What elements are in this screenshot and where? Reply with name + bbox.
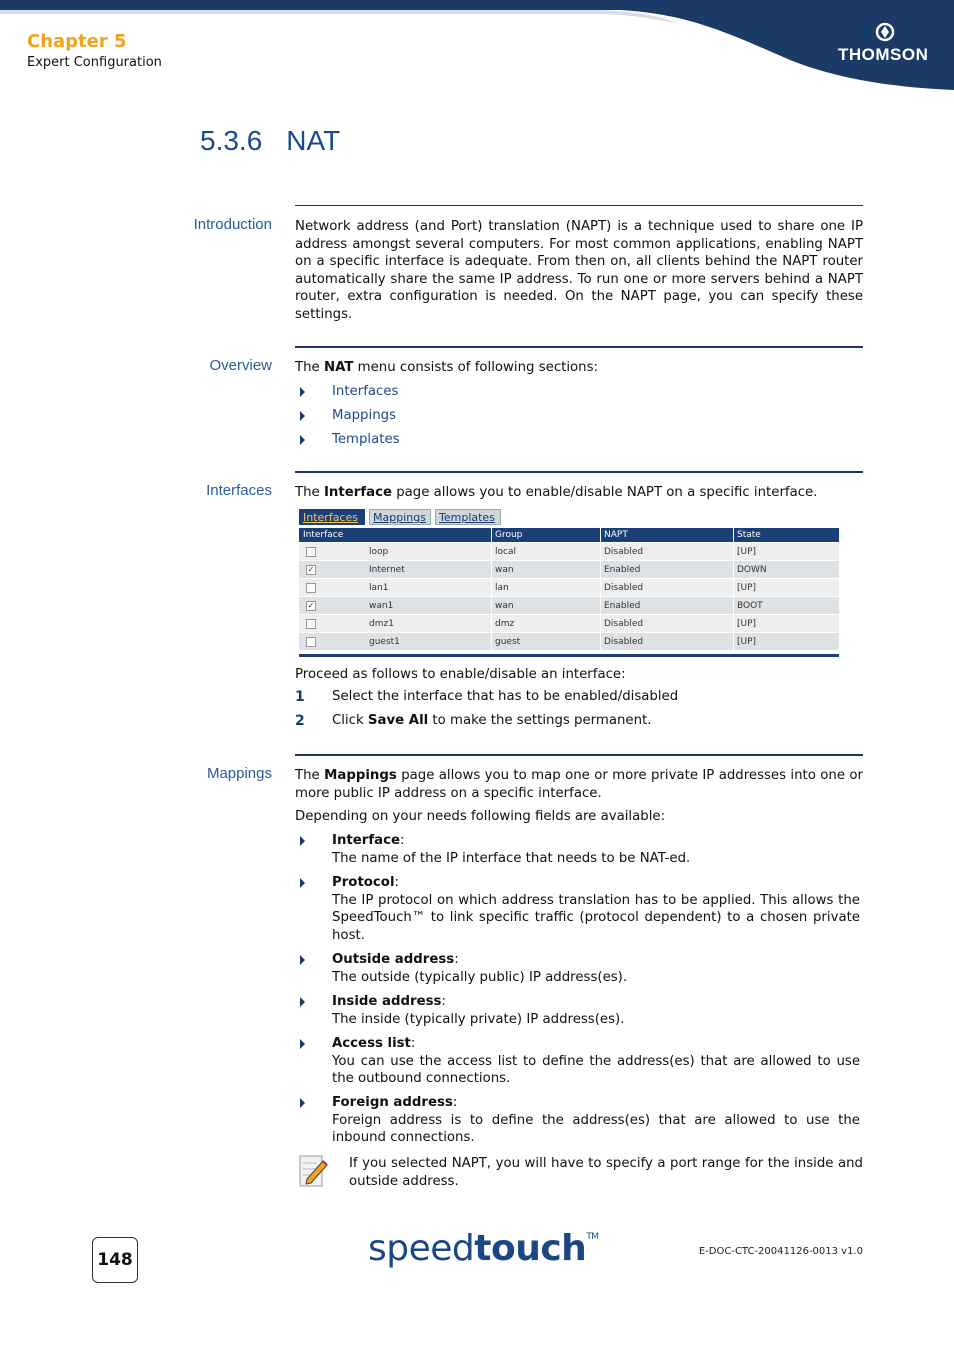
- cell-interface: lan1: [369, 583, 389, 593]
- logo-bold: touch: [474, 1228, 587, 1269]
- divider-interfaces: [295, 471, 863, 473]
- bullet-arrow-icon: [300, 997, 305, 1007]
- section-number: 5.3.6: [200, 125, 263, 156]
- table-row: [299, 578, 839, 596]
- cell-napt: Enabled: [604, 601, 641, 611]
- proceed-text: Proceed as follows to enable/disable an interface:: [295, 667, 626, 682]
- step2-post: to make the settings permanent.: [428, 713, 652, 728]
- mappings-intro-pre: The: [295, 768, 325, 783]
- field-desc: Foreign address is to define the address(es) that are allowed to use the inbound connections.: [332, 1112, 860, 1146]
- thomson-logo: [838, 22, 934, 72]
- napt-checkbox[interactable]: ✓: [307, 601, 315, 610]
- column-divider: [600, 528, 601, 651]
- field-name: Interface: [332, 833, 401, 848]
- logo-light: speed: [368, 1228, 475, 1269]
- overview-link-templates[interactable]: Templates: [332, 432, 400, 447]
- overview-intro-post: menu consists of following sections:: [353, 360, 599, 375]
- step-text: [332, 713, 651, 728]
- bullet-arrow-icon: [300, 411, 305, 421]
- cell-interface: Internet: [369, 565, 405, 575]
- step2-bold: Save All: [367, 713, 429, 728]
- speedtouch-logo: [368, 1228, 599, 1269]
- cell-state: [UP]: [737, 583, 757, 593]
- bullet-arrow-icon: [300, 836, 305, 846]
- cell-interface: guest1: [369, 637, 400, 647]
- cell-group: dmz: [495, 619, 515, 629]
- cell-napt: Disabled: [604, 637, 644, 647]
- cell-state: DOWN: [737, 565, 767, 575]
- field-name: Outside address: [332, 952, 455, 967]
- bullet-arrow-icon: [300, 878, 305, 888]
- cell-state: BOOT: [737, 601, 763, 611]
- table-row: [299, 560, 839, 578]
- cell-group: wan: [495, 601, 514, 611]
- cell-napt: Disabled: [604, 619, 644, 629]
- field-name: Inside address: [332, 994, 442, 1009]
- cell-group: wan: [495, 565, 514, 575]
- note-pencil-icon: [299, 1155, 329, 1189]
- col-state: State: [737, 530, 761, 540]
- tab-mappings[interactable]: Mappings: [369, 509, 431, 525]
- field-desc: You can use the access list to define the address(es) that are allowed to use the outbound connections.: [332, 1053, 860, 1087]
- cell-interface: loop: [369, 547, 389, 557]
- divider-overview: [295, 346, 863, 348]
- section-title: NAT: [286, 125, 341, 156]
- field-name: Foreign address: [332, 1095, 453, 1110]
- sidehead-interfaces: Interfaces: [206, 482, 272, 499]
- col-napt: NAPT: [604, 530, 628, 540]
- document-code: E-DOC-CTC-20041126-0013 v1.0: [698, 1246, 863, 1257]
- divider-introduction: [295, 205, 863, 206]
- overview-intro-pre: The: [295, 360, 324, 375]
- napt-checkbox[interactable]: [306, 637, 316, 647]
- table-row: [299, 596, 839, 614]
- cell-napt: Enabled: [604, 565, 641, 575]
- step-text: Select the interface that has to be enabled/disabled: [332, 689, 679, 704]
- mappings-depending: Depending on your needs following fields are available:: [295, 809, 666, 824]
- bullet-arrow-icon: [300, 387, 305, 397]
- interfaces-intro-pre: The: [295, 485, 324, 500]
- cell-state: [UP]: [737, 619, 757, 629]
- divider-mappings: [295, 754, 863, 756]
- step-number: 1: [295, 689, 305, 705]
- sidehead-overview: Overview: [209, 357, 272, 374]
- tab-interfaces[interactable]: Interfaces: [299, 509, 365, 525]
- cell-napt: Disabled: [604, 583, 644, 593]
- bullet-arrow-icon: [300, 955, 305, 965]
- col-interface: Interface: [303, 530, 344, 540]
- overview-intro: [295, 359, 863, 377]
- page-number: 148: [92, 1237, 138, 1283]
- cell-group: lan: [495, 583, 509, 593]
- interfaces-intro-post: page allows you to enable/disable NAPT on a specific interface.: [391, 485, 818, 500]
- chapter-label: Chapter 5: [27, 31, 127, 52]
- overview-link-mappings[interactable]: Mappings: [332, 408, 396, 423]
- table-header: [299, 528, 839, 542]
- cell-group: guest: [495, 637, 521, 647]
- tab-templates[interactable]: Templates: [435, 509, 501, 525]
- overview-intro-bold: NAT: [323, 360, 354, 375]
- interfaces-intro: [295, 484, 863, 502]
- mappings-intro: [295, 767, 863, 802]
- field-desc: The name of the IP interface that needs to be NAT-ed.: [332, 850, 691, 866]
- napt-checkbox[interactable]: ✓: [307, 565, 315, 574]
- sidehead-mappings: Mappings: [206, 765, 272, 782]
- field-desc: The outside (typically public) IP address(es).: [332, 969, 628, 985]
- thomson-emblem-icon: [875, 22, 895, 42]
- sidehead-introduction: Introduction: [193, 216, 272, 233]
- overview-link-interfaces[interactable]: Interfaces: [332, 384, 399, 399]
- interfaces-intro-bold: Interface: [323, 485, 392, 500]
- bullet-arrow-icon: [300, 435, 305, 445]
- napt-checkbox[interactable]: [306, 619, 316, 629]
- mappings-intro-post: page allows you to map one or more private IP addresses into one or more public IP address on a specific interface.: [295, 768, 863, 801]
- col-group: Group: [495, 530, 523, 540]
- field-name: Access list: [332, 1036, 411, 1051]
- logo-tm: TM: [586, 1232, 599, 1242]
- chapter-subtitle: Expert Configuration: [27, 55, 162, 70]
- brand-name: THOMSON: [838, 45, 929, 64]
- field-name: Protocol: [332, 875, 395, 890]
- step2-pre: Click: [332, 713, 368, 728]
- cell-interface: wan1: [369, 601, 394, 611]
- napt-checkbox[interactable]: [306, 583, 316, 593]
- table-row: [299, 542, 839, 560]
- column-divider: [733, 528, 734, 651]
- table-row: [299, 632, 839, 650]
- field-desc: The IP protocol on which address translation has to be applied. This allows the SpeedTouch™ to link specific traffic (protocol dependent) to a chosen private host.: [332, 892, 860, 943]
- napt-checkbox[interactable]: [306, 547, 316, 557]
- cell-state: [UP]: [737, 547, 757, 557]
- table-row: [299, 614, 839, 632]
- field-desc: The inside (typically private) IP address(es).: [332, 1011, 625, 1027]
- header-banner: [0, 0, 954, 95]
- cell-group: local: [495, 547, 516, 557]
- mappings-intro-bold: Mappings: [324, 768, 397, 783]
- bullet-arrow-icon: [300, 1098, 305, 1108]
- note-text: If you selected NAPT, you will have to specify a port range for the inside and outside address.: [349, 1156, 863, 1189]
- step-number: 2: [295, 713, 305, 729]
- cell-interface: dmz1: [369, 619, 394, 629]
- cell-napt: Disabled: [604, 547, 644, 557]
- bullet-arrow-icon: [300, 1039, 305, 1049]
- cell-state: [UP]: [737, 637, 757, 647]
- interfaces-table: [299, 528, 839, 657]
- section-heading: [200, 125, 340, 157]
- introduction-text: Network address (and Port) translation (NAPT) is a technique used to share one IP address amongst several computers. For most common applications, enabling NAPT on a specific interface is adequate. From then on, all clients behind the NAPT router automatically share the same IP address. To run one or more servers behind a NAPT router, extra configuration is needed. On the NAPT page, you can specify these settings.: [295, 219, 863, 322]
- column-divider: [491, 528, 492, 651]
